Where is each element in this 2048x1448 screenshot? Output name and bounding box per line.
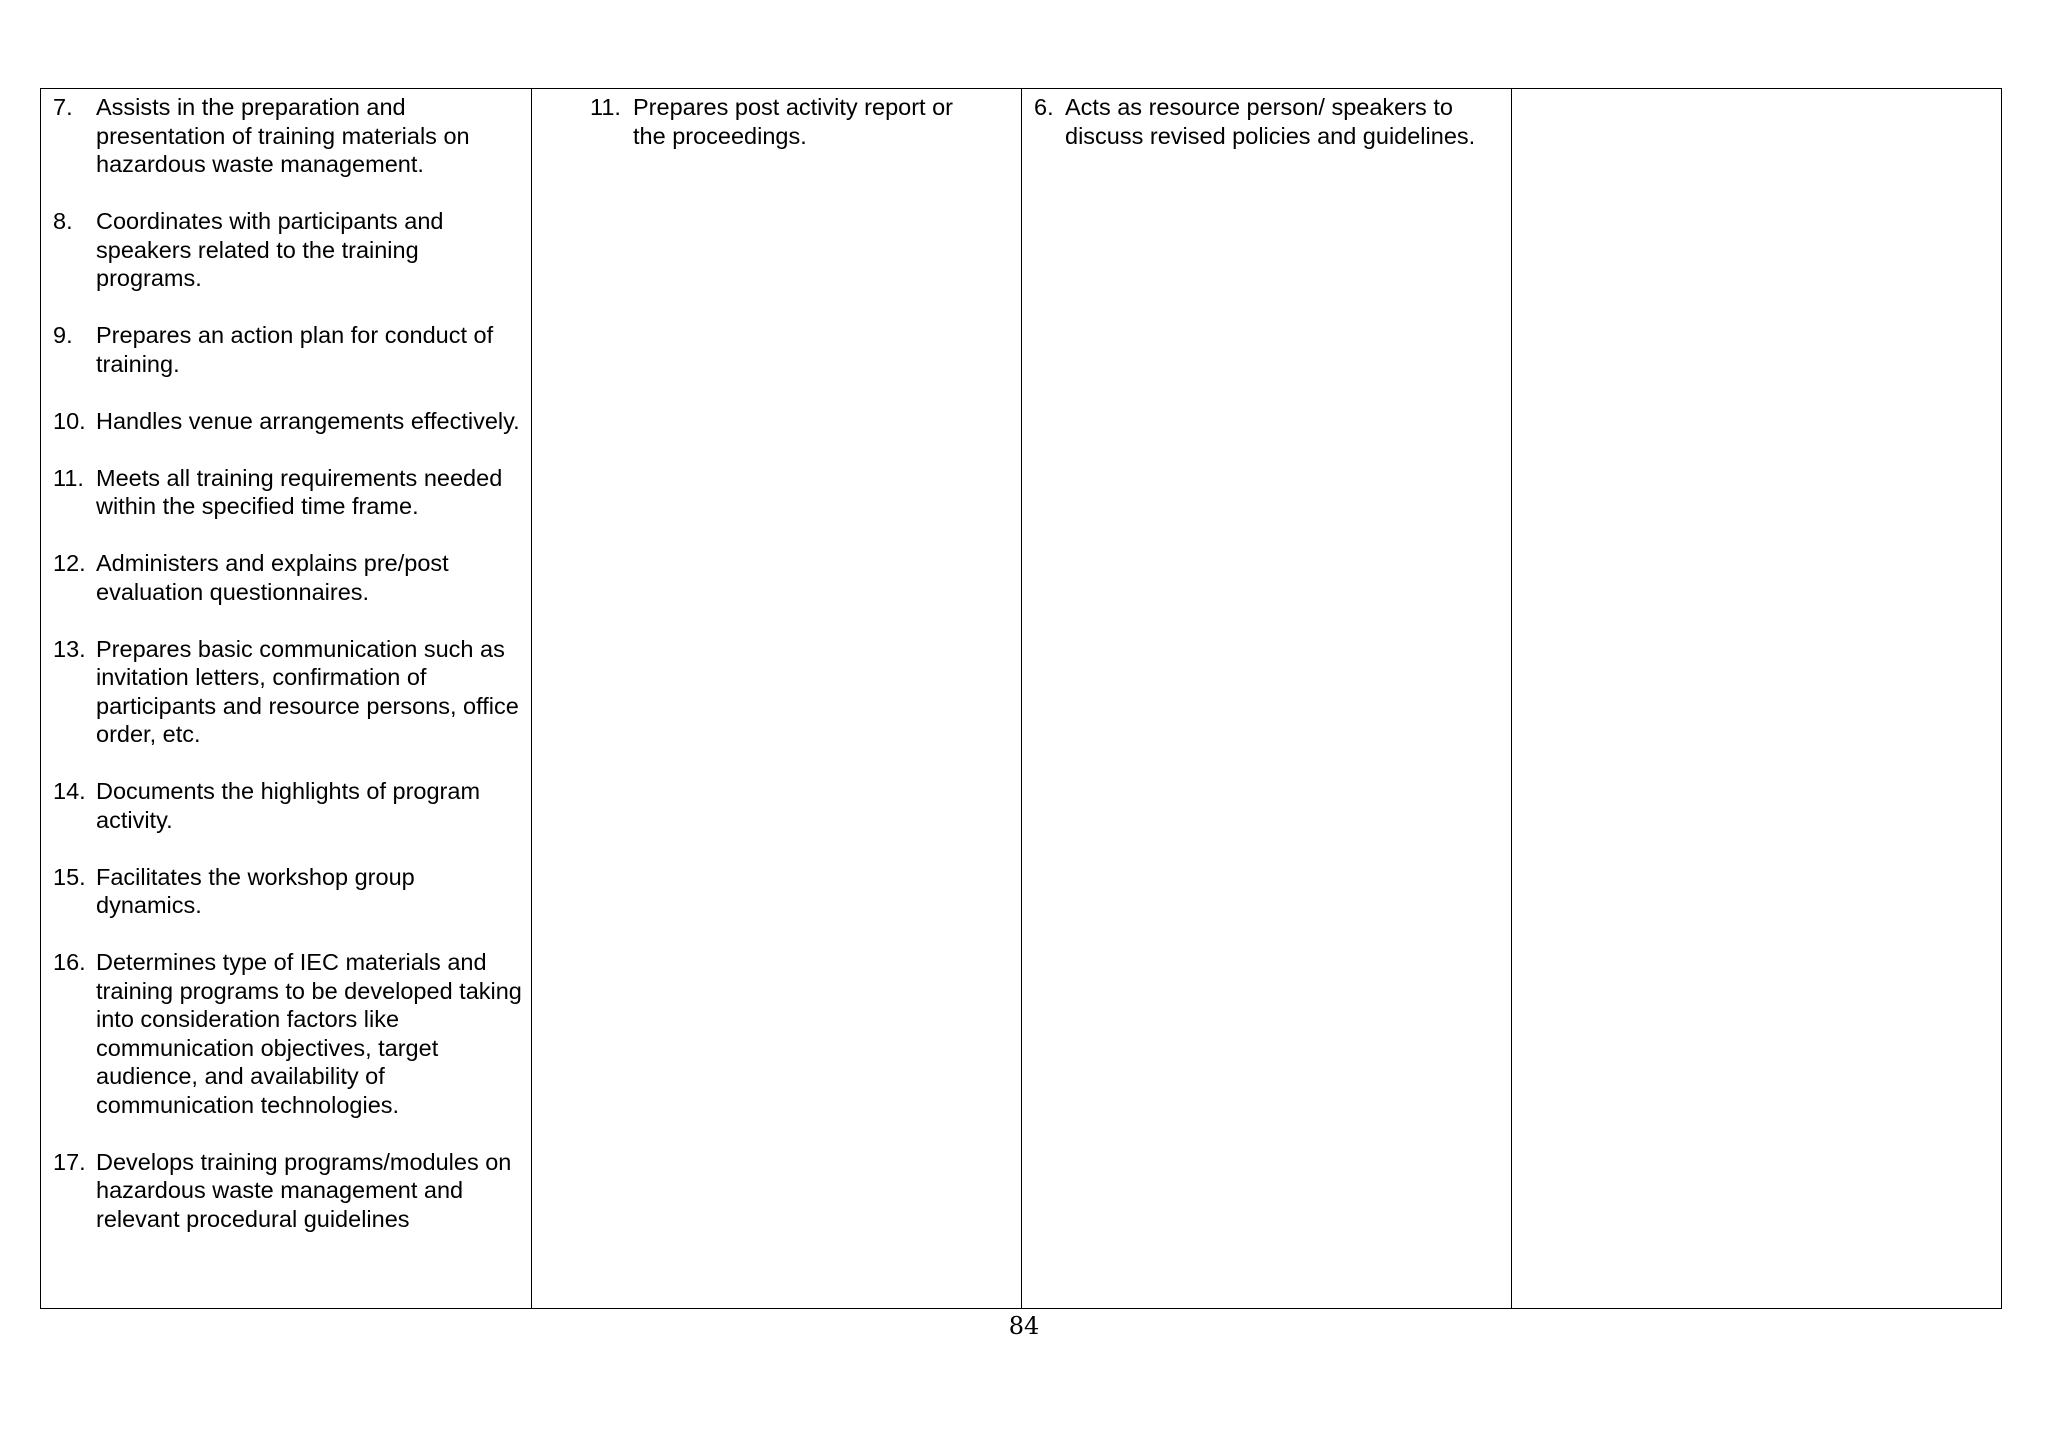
list-item <box>41 948 531 1119</box>
list-item <box>41 407 531 436</box>
list-item <box>41 777 531 834</box>
item-text: Prepares post activity report or the proceedings. <box>633 94 953 149</box>
list-item <box>41 207 531 293</box>
list-item <box>41 863 531 920</box>
item-number: 10. <box>53 407 86 434</box>
list-item <box>1022 93 1511 150</box>
table-column-1 <box>41 89 531 1308</box>
item-text: Facilitates the workshop group dynamics. <box>96 863 415 918</box>
item-text: Assists in the preparation and presentation of training materials on hazardous waste management. <box>96 94 470 177</box>
task-list <box>532 93 1021 150</box>
item-number: 16. <box>53 949 86 975</box>
item-number: 11. <box>590 94 621 120</box>
item-text: Meets all training requirements needed within the specified time frame. <box>96 464 503 519</box>
item-number: 8. <box>53 208 73 234</box>
item-number: 12. <box>53 550 86 576</box>
list-item <box>41 635 531 749</box>
list-item <box>41 321 531 378</box>
item-text: Documents the highlights of program activity. <box>96 778 481 833</box>
item-text: Prepares an action plan for conduct of training. <box>96 322 494 377</box>
table-column-3 <box>1021 89 1511 1308</box>
task-list <box>1022 93 1511 150</box>
item-text: Handles venue arrangements effectively. <box>96 407 520 434</box>
item-number: 9. <box>53 322 73 348</box>
item-number: 17. <box>53 1148 86 1175</box>
list-item <box>41 1148 531 1234</box>
competency-table <box>40 88 2002 1309</box>
item-number: 7. <box>53 94 73 120</box>
item-text: Coordinates with participants and speakers related to the training programs. <box>96 208 444 291</box>
item-text: Determines type of IEC materials and training programs to be developed taking into consideration factors like communication objectives, target audience, and availability of communication technologies. <box>96 949 522 1118</box>
list-item <box>41 549 531 606</box>
item-text: Develops training programs/modules on hazardous waste management and relevant procedural guidelines <box>96 1148 512 1232</box>
item-text: Acts as resource person/ speakers to discuss revised policies and guidelines. <box>1065 94 1476 149</box>
task-list <box>41 93 531 1233</box>
item-text: Administers and explains pre/post evaluation questionnaires. <box>96 550 449 605</box>
list-item <box>532 93 1021 150</box>
item-number: 13. <box>53 635 86 662</box>
item-number: 6. <box>1034 94 1054 120</box>
item-number: 15. <box>53 863 86 890</box>
item-number: 14. <box>53 778 86 804</box>
item-number: 11. <box>53 464 84 491</box>
page-number: 84 <box>1008 1312 1040 1340</box>
item-text: Prepares basic communication such as invitation letters, confirmation of participants and resource persons, office order, etc. <box>96 635 519 747</box>
table-column-4 <box>1511 89 2001 1308</box>
table-column-2 <box>531 89 1021 1308</box>
list-item <box>41 464 531 521</box>
list-item <box>41 93 531 179</box>
